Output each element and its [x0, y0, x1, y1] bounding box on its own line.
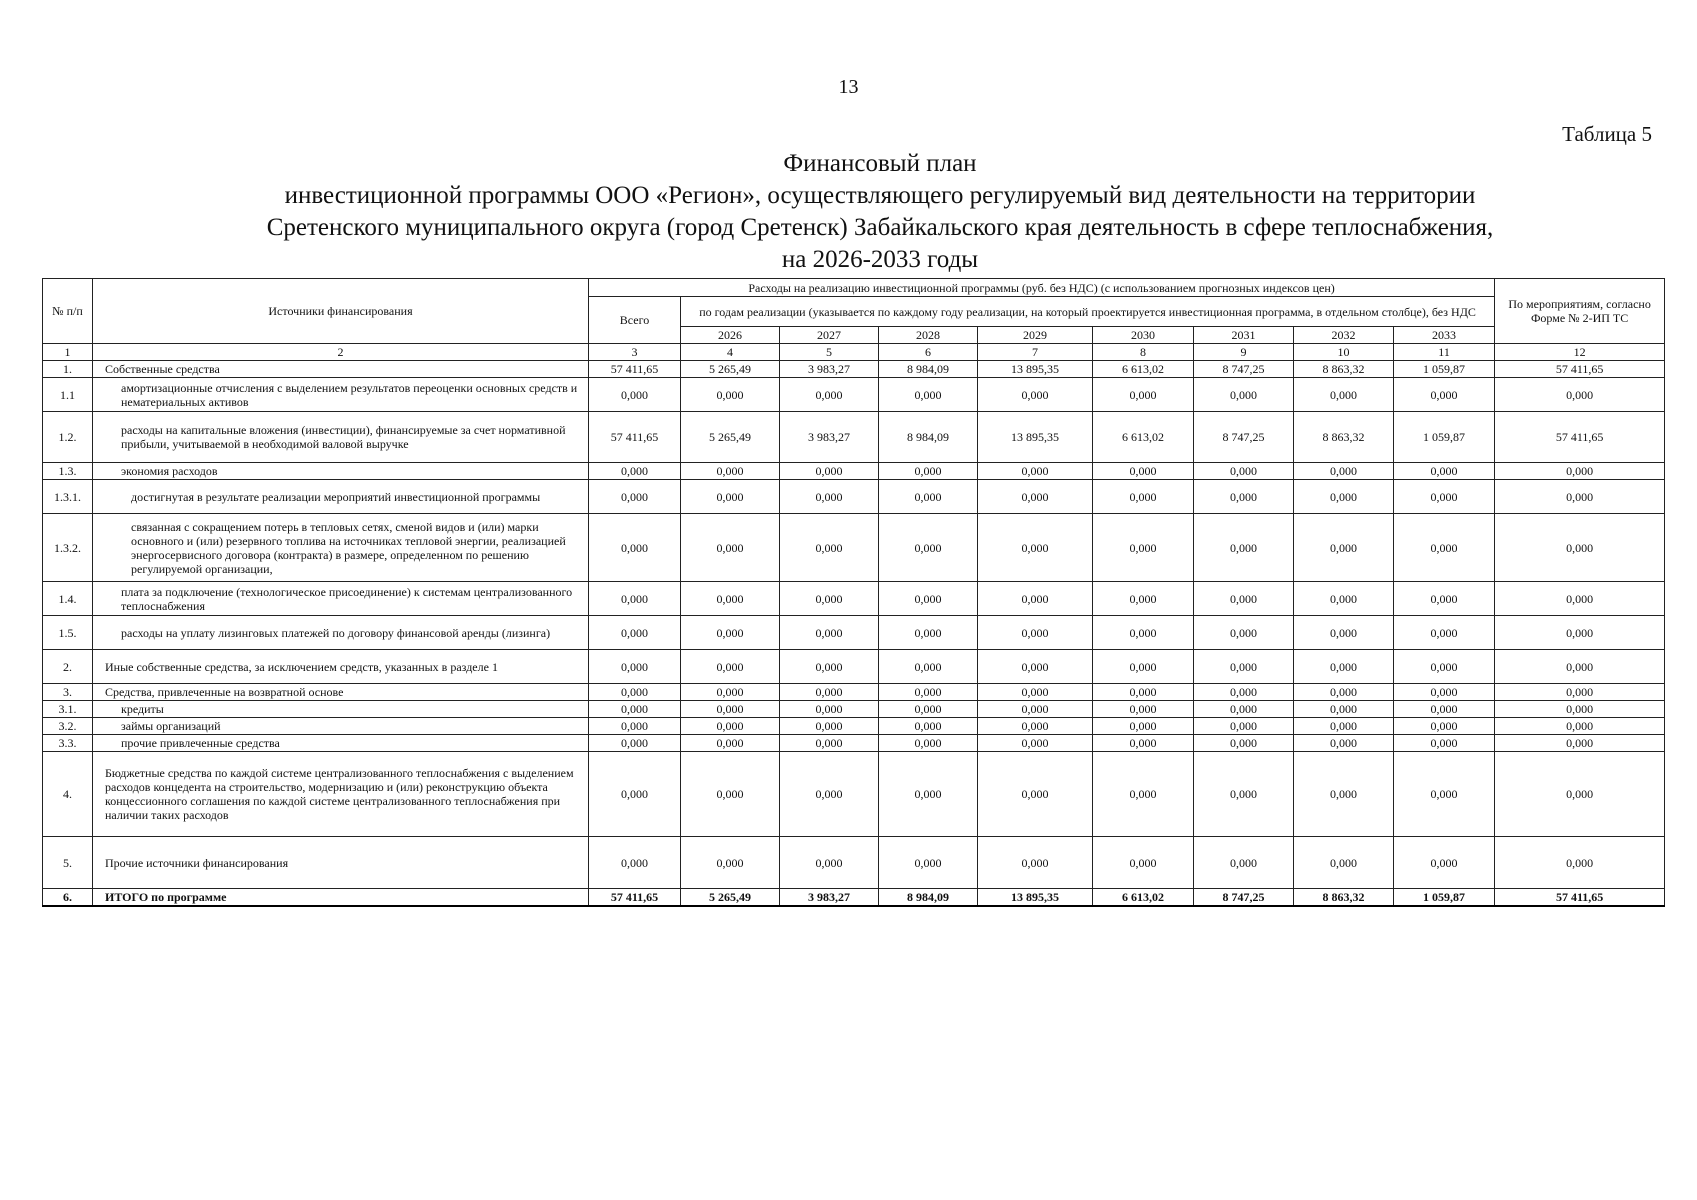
row-value: 0,000 [1394, 735, 1495, 752]
row-value: 0,000 [1194, 582, 1294, 616]
header-year: 2030 [1093, 327, 1194, 344]
row-number: 1.3.2. [43, 514, 93, 582]
row-value: 0,000 [1194, 463, 1294, 480]
row-value: 0,000 [1294, 616, 1394, 650]
row-source-name: Иные собственные средства, за исключением средств, указанных в разделе 1 [93, 650, 589, 684]
table-row [43, 463, 1665, 480]
row-value: 13 895,35 [978, 889, 1093, 907]
row-value: 8 863,32 [1294, 361, 1394, 378]
header-total: Всего [589, 297, 681, 344]
row-value: 5 265,49 [681, 361, 780, 378]
row-value: 0,000 [780, 837, 879, 889]
row-value: 0,000 [1294, 735, 1394, 752]
row-value: 0,000 [1093, 752, 1194, 837]
row-number: 6. [43, 889, 93, 907]
row-value: 57 411,65 [589, 412, 681, 463]
row-value: 0,000 [978, 378, 1093, 412]
row-value: 0,000 [589, 735, 681, 752]
col-number: 7 [978, 344, 1093, 361]
row-number: 1.3. [43, 463, 93, 480]
header-year: 2026 [681, 327, 780, 344]
row-value: 0,000 [1194, 616, 1294, 650]
row-value: 0,000 [1495, 514, 1665, 582]
row-value: 8 747,25 [1194, 361, 1294, 378]
row-source-name: экономия расходов [93, 463, 589, 480]
row-source-name: кредиты [93, 701, 589, 718]
row-value: 13 895,35 [978, 412, 1093, 463]
title-line-2: инвестиционной программы ООО «Регион», осуществляющего регулируемый вид деятельности на территории [284, 182, 1476, 209]
row-value: 0,000 [780, 650, 879, 684]
row-value: 0,000 [681, 735, 780, 752]
header-year: 2031 [1194, 327, 1294, 344]
row-value: 0,000 [780, 752, 879, 837]
row-value: 0,000 [978, 480, 1093, 514]
row-value: 0,000 [1394, 684, 1495, 701]
row-value: 8 984,09 [879, 889, 978, 907]
header-year: 2032 [1294, 327, 1394, 344]
header-sources: Источники финансирования [93, 279, 589, 344]
col-number: 11 [1394, 344, 1495, 361]
col-number: 6 [879, 344, 978, 361]
row-value: 0,000 [879, 378, 978, 412]
row-value: 0,000 [589, 616, 681, 650]
table-row [43, 752, 1665, 837]
row-value: 0,000 [879, 463, 978, 480]
row-source-name: Прочие источники финансирования [93, 837, 589, 889]
row-number: 1.1 [43, 378, 93, 412]
row-source-name: достигнутая в результате реализации мероприятий инвестиционной программы [93, 480, 589, 514]
row-source-name: ИТОГО по программе [93, 889, 589, 907]
table-row [43, 378, 1665, 412]
table-label: Таблица 5 [1562, 122, 1652, 146]
row-value: 3 983,27 [780, 361, 879, 378]
row-value: 13 895,35 [978, 361, 1093, 378]
row-source-name: Бюджетные средства по каждой системе централизованного теплоснабжения с выделением расходов концедента на строительство, модернизацию и (или) реконструкцию объекта концессионного соглашения по каждой системе централизованного теплоснабжения при наличии таких расходов [93, 752, 589, 837]
row-value: 0,000 [1093, 378, 1194, 412]
row-number: 1.5. [43, 616, 93, 650]
row-value: 0,000 [1294, 837, 1394, 889]
row-value: 0,000 [1093, 463, 1194, 480]
row-value: 0,000 [780, 684, 879, 701]
row-value: 0,000 [1294, 701, 1394, 718]
row-value: 0,000 [1194, 480, 1294, 514]
table-row [43, 412, 1665, 463]
row-value: 0,000 [978, 463, 1093, 480]
row-source-name: расходы на капитальные вложения (инвестиции), финансируемые за счет нормативной прибыли, учитываемой в необходимой валовой выручке [93, 412, 589, 463]
row-source-name: Средства, привлеченные на возвратной основе [93, 684, 589, 701]
row-value: 0,000 [978, 735, 1093, 752]
row-number: 3.3. [43, 735, 93, 752]
row-value: 0,000 [1294, 582, 1394, 616]
table-row [43, 684, 1665, 701]
row-value: 0,000 [1093, 650, 1194, 684]
col-number: 1 [43, 344, 93, 361]
row-value: 0,000 [589, 684, 681, 701]
row-value: 0,000 [681, 616, 780, 650]
row-value: 0,000 [1194, 735, 1294, 752]
row-value: 0,000 [1495, 378, 1665, 412]
table-row [43, 650, 1665, 684]
row-value: 0,000 [1394, 718, 1495, 735]
row-value: 0,000 [1194, 378, 1294, 412]
row-value: 0,000 [1394, 752, 1495, 837]
row-value: 0,000 [780, 480, 879, 514]
row-value: 0,000 [978, 837, 1093, 889]
table-row [43, 889, 1665, 907]
title-line-1: Финансовый план [783, 150, 977, 177]
row-value: 0,000 [978, 616, 1093, 650]
row-value: 8 984,09 [879, 361, 978, 378]
col-number: 4 [681, 344, 780, 361]
row-value: 0,000 [1394, 837, 1495, 889]
row-value: 0,000 [879, 718, 978, 735]
row-value: 1 059,87 [1394, 889, 1495, 907]
row-value: 0,000 [589, 514, 681, 582]
table-row [43, 701, 1665, 718]
row-number: 1.3.1. [43, 480, 93, 514]
row-value: 0,000 [978, 514, 1093, 582]
col-number: 2 [93, 344, 589, 361]
header-year: 2028 [879, 327, 978, 344]
row-value: 0,000 [1194, 514, 1294, 582]
row-number: 1. [43, 361, 93, 378]
row-value: 0,000 [978, 650, 1093, 684]
row-value: 0,000 [1294, 378, 1394, 412]
row-source-name: расходы на уплату лизинговых платежей по договору финансовой аренды (лизинга) [93, 616, 589, 650]
row-number: 5. [43, 837, 93, 889]
row-value: 0,000 [589, 463, 681, 480]
row-number: 4. [43, 752, 93, 837]
row-value: 0,000 [1394, 616, 1495, 650]
row-value: 0,000 [681, 514, 780, 582]
row-value: 0,000 [589, 582, 681, 616]
row-value: 0,000 [1394, 480, 1495, 514]
row-value: 0,000 [589, 480, 681, 514]
row-value: 0,000 [780, 514, 879, 582]
header-year: 2029 [978, 327, 1093, 344]
col-number: 8 [1093, 344, 1194, 361]
row-value: 0,000 [879, 650, 978, 684]
row-value: 0,000 [1495, 701, 1665, 718]
table-row [43, 514, 1665, 582]
row-value: 5 265,49 [681, 889, 780, 907]
row-value: 0,000 [879, 752, 978, 837]
row-value: 0,000 [879, 837, 978, 889]
row-value: 0,000 [681, 684, 780, 701]
row-value: 0,000 [1294, 480, 1394, 514]
row-value: 0,000 [1394, 463, 1495, 480]
row-value: 0,000 [978, 582, 1093, 616]
col-number: 5 [780, 344, 879, 361]
row-number: 2. [43, 650, 93, 684]
row-value: 0,000 [589, 837, 681, 889]
row-value: 0,000 [780, 463, 879, 480]
col-number: 10 [1294, 344, 1394, 361]
row-value: 0,000 [978, 701, 1093, 718]
col-number: 3 [589, 344, 681, 361]
row-value: 0,000 [1194, 837, 1294, 889]
document-title [60, 148, 1697, 276]
row-value: 5 265,49 [681, 412, 780, 463]
row-value: 0,000 [589, 378, 681, 412]
page-number: 13 [838, 76, 859, 98]
row-value: 0,000 [780, 735, 879, 752]
row-value: 0,000 [681, 650, 780, 684]
row-value: 6 613,02 [1093, 361, 1194, 378]
row-value: 0,000 [1194, 718, 1294, 735]
row-value: 57 411,65 [1495, 361, 1665, 378]
row-source-name: плата за подключение (технологическое присоединение) к системам централизованного теплоснабжения [93, 582, 589, 616]
row-value: 0,000 [1093, 684, 1194, 701]
row-value: 0,000 [780, 582, 879, 616]
row-value: 0,000 [589, 752, 681, 837]
row-value: 8 863,32 [1294, 889, 1394, 907]
row-value: 0,000 [1294, 514, 1394, 582]
row-value: 0,000 [1194, 752, 1294, 837]
row-value: 0,000 [1394, 701, 1495, 718]
row-value: 0,000 [681, 701, 780, 718]
financial-plan-table [42, 278, 1665, 907]
row-value: 0,000 [681, 480, 780, 514]
row-value: 0,000 [589, 718, 681, 735]
row-value: 6 613,02 [1093, 412, 1194, 463]
row-value: 57 411,65 [1495, 889, 1665, 907]
row-value: 0,000 [1394, 650, 1495, 684]
row-value: 0,000 [978, 718, 1093, 735]
col-number: 9 [1194, 344, 1294, 361]
table-row [43, 480, 1665, 514]
header-by-years: по годам реализации (указывается по каждому году реализации, на который проектируется инвестиционная программа, в отдельном столбце), без НДС [681, 297, 1495, 327]
row-value: 0,000 [780, 616, 879, 650]
row-value: 0,000 [1294, 718, 1394, 735]
row-value: 1 059,87 [1394, 412, 1495, 463]
row-value: 0,000 [1194, 684, 1294, 701]
title-line-3: Сретенского муниципального округа (город Сретенск) Забайкальского края деятельность в сфере теплоснабжения, [266, 214, 1494, 241]
header-num: № п/п [43, 279, 93, 344]
row-value: 0,000 [681, 718, 780, 735]
row-source-name: прочие привлеченные средства [93, 735, 589, 752]
title-line-4: на 2026-2033 годы [781, 246, 979, 273]
table-row [43, 735, 1665, 752]
col-number: 12 [1495, 344, 1665, 361]
row-value: 8 984,09 [879, 412, 978, 463]
row-value: 0,000 [1495, 837, 1665, 889]
row-value: 0,000 [1093, 514, 1194, 582]
row-value: 6 613,02 [1093, 889, 1194, 907]
table-row [43, 837, 1665, 889]
row-value: 0,000 [879, 480, 978, 514]
row-value: 3 983,27 [780, 889, 879, 907]
table-row [43, 616, 1665, 650]
row-value: 0,000 [1093, 480, 1194, 514]
row-value: 0,000 [1495, 463, 1665, 480]
row-value: 8 747,25 [1194, 412, 1294, 463]
row-value: 57 411,65 [589, 361, 681, 378]
row-source-name: связанная с сокращением потерь в тепловых сетях, сменой видов и (или) марки основного и (или) резервного топлива на источниках тепловой энергии, реализацией энергосервисного договора (контракта) в размере, определенном по решению регулируемой организации, [93, 514, 589, 582]
row-value: 0,000 [780, 701, 879, 718]
row-number: 3.1. [43, 701, 93, 718]
header-year: 2033 [1394, 327, 1495, 344]
row-value: 0,000 [1495, 582, 1665, 616]
row-source-name: займы организаций [93, 718, 589, 735]
row-value: 0,000 [1093, 718, 1194, 735]
row-value: 0,000 [1294, 684, 1394, 701]
table-body [43, 361, 1665, 907]
row-number: 3. [43, 684, 93, 701]
row-value: 0,000 [1495, 650, 1665, 684]
row-value: 0,000 [1495, 718, 1665, 735]
row-value: 0,000 [1194, 701, 1294, 718]
row-number: 1.4. [43, 582, 93, 616]
row-value: 57 411,65 [1495, 412, 1665, 463]
row-value: 0,000 [879, 684, 978, 701]
row-number: 3.2. [43, 718, 93, 735]
row-value: 0,000 [879, 616, 978, 650]
row-value: 0,000 [589, 650, 681, 684]
row-value: 0,000 [1495, 684, 1665, 701]
row-value: 0,000 [1394, 514, 1495, 582]
row-value: 0,000 [1294, 752, 1394, 837]
row-value: 0,000 [1495, 752, 1665, 837]
row-value: 0,000 [681, 463, 780, 480]
row-source-name: Собственные средства [93, 361, 589, 378]
row-value: 0,000 [589, 701, 681, 718]
row-value: 3 983,27 [780, 412, 879, 463]
table-row [43, 361, 1665, 378]
header-year: 2027 [780, 327, 879, 344]
row-value: 0,000 [780, 378, 879, 412]
row-value: 0,000 [879, 582, 978, 616]
row-value: 0,000 [879, 514, 978, 582]
row-value: 0,000 [1093, 735, 1194, 752]
row-value: 0,000 [1294, 650, 1394, 684]
row-value: 0,000 [1294, 463, 1394, 480]
row-value: 0,000 [681, 378, 780, 412]
row-value: 0,000 [1093, 616, 1194, 650]
row-value: 0,000 [780, 718, 879, 735]
row-value: 8 863,32 [1294, 412, 1394, 463]
row-value: 0,000 [681, 582, 780, 616]
header-by-measures: По мероприятиям, согласно Форме № 2-ИП ТС [1495, 279, 1665, 344]
row-value: 0,000 [1495, 480, 1665, 514]
row-value: 0,000 [1394, 378, 1495, 412]
row-value: 0,000 [1093, 837, 1194, 889]
row-value: 57 411,65 [589, 889, 681, 907]
header-expenses-group: Расходы на реализацию инвестиционной программы (руб. без НДС) (с использованием прогнозных индексов цен) [589, 279, 1495, 297]
row-value: 0,000 [978, 752, 1093, 837]
row-value: 1 059,87 [1394, 361, 1495, 378]
row-value: 0,000 [1194, 650, 1294, 684]
row-value: 0,000 [1495, 616, 1665, 650]
row-value: 0,000 [1093, 701, 1194, 718]
row-number: 1.2. [43, 412, 93, 463]
row-value: 0,000 [1093, 582, 1194, 616]
row-value: 0,000 [1394, 582, 1495, 616]
row-value: 0,000 [879, 701, 978, 718]
row-value: 0,000 [1495, 735, 1665, 752]
table-row [43, 582, 1665, 616]
row-value: 8 747,25 [1194, 889, 1294, 907]
row-value: 0,000 [978, 684, 1093, 701]
row-value: 0,000 [681, 837, 780, 889]
row-value: 0,000 [681, 752, 780, 837]
table-row [43, 718, 1665, 735]
row-source-name: амортизационные отчисления с выделением результатов переоценки основных средств и нематериальных активов [93, 378, 589, 412]
row-value: 0,000 [879, 735, 978, 752]
